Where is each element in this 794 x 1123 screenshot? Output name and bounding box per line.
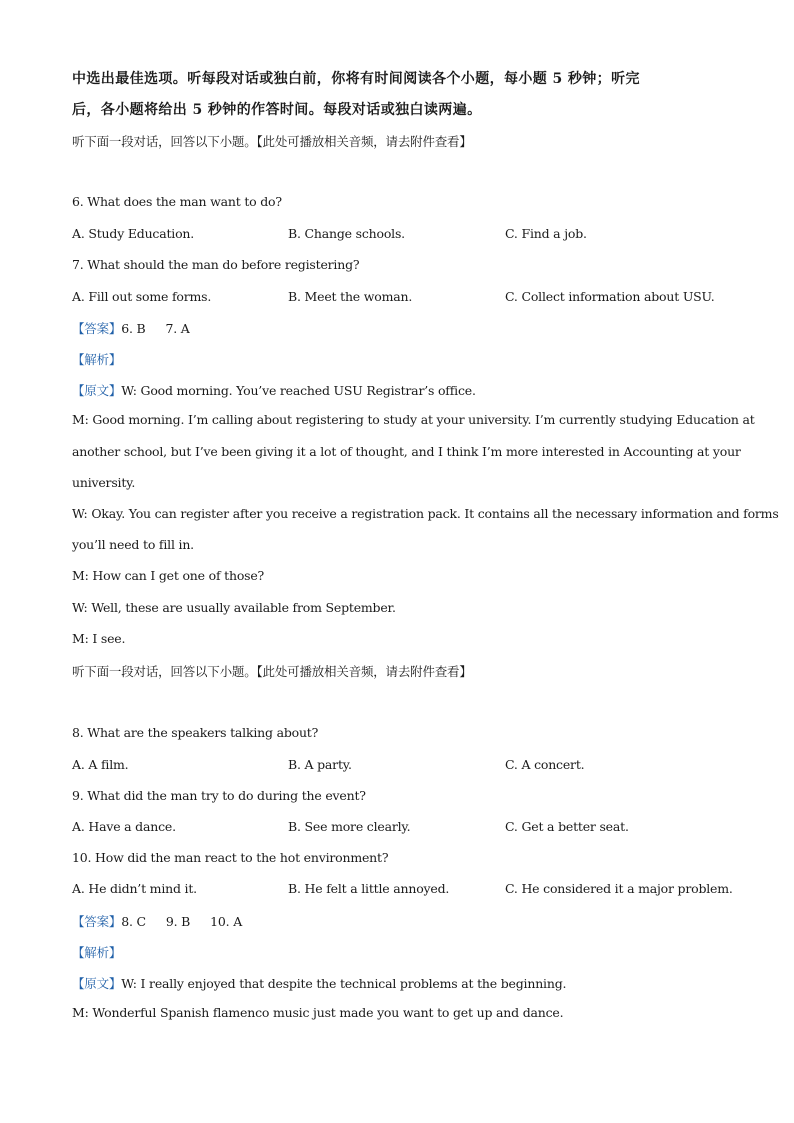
transcript-text: W: I really enjoyed that despite the technical problems at the beginning.	[121, 976, 567, 991]
q8-option-b: B. A party.	[288, 757, 352, 772]
section1-transcript-line-7: M: How can I get one of those?	[72, 568, 265, 583]
section2-instruction: 听下面一段对话，回答以下小题。【此处可播放相关音频，请去附件查看】	[72, 664, 472, 679]
q10-option-b: B. He felt a little annoyed.	[288, 881, 450, 896]
section2-answer-line	[72, 912, 262, 930]
section1-transcript-line-2: M: Good morning. I’m calling about registering to study at your university. I’m currently studying Education at	[72, 412, 755, 427]
q9-option-a: A. Have a dance.	[72, 819, 176, 834]
intro-line-2: 后，各小题将给出 5 秒钟的作答时间。每段对话或独白读两遍。	[72, 102, 482, 118]
q8-option-c: C. A concert.	[505, 757, 585, 772]
question-6: 6. What does the man want to do?	[72, 194, 282, 209]
q8-option-a: A. A film.	[72, 757, 129, 772]
q6-option-a: A. Study Education.	[72, 226, 195, 241]
answer-10: 10. A	[210, 914, 243, 929]
section1-transcript-line-6: you’ll need to fill in.	[72, 537, 194, 552]
q7-option-a: A. Fill out some forms.	[72, 289, 212, 304]
intro-line-1: 中选出最佳选项。听每段对话或独白前，你将有时间阅读各个小题，每小题 5 秒钟；听完	[72, 71, 640, 87]
q10-option-a: A. He didn’t mind it.	[72, 881, 197, 896]
section1-analysis-tag: 【解析】	[72, 352, 122, 367]
original-tag: 【原文】	[72, 383, 122, 398]
section1-transcript-line-1	[72, 381, 476, 399]
section1-transcript-line-8: W: Well, these are usually available from September.	[72, 600, 396, 615]
original-tag: 【原文】	[72, 976, 122, 991]
section1-transcript-line-9: M: I see.	[72, 631, 126, 646]
q6-option-c: C. Find a job.	[505, 226, 587, 241]
answer-tag: 【答案】	[72, 914, 122, 929]
answer-tag: 【答案】	[72, 321, 122, 336]
section2-transcript-line-1	[72, 974, 566, 992]
section1-transcript-line-4: university.	[72, 475, 136, 490]
answer-8: 8. C	[121, 914, 146, 929]
section1-transcript-line-3: another school, but I’ve been giving it a lot of thought, and I think I’m more interested in Accounting at your	[72, 444, 741, 459]
q6-option-b: B. Change schools.	[288, 226, 405, 241]
answer-9: 9. B	[165, 914, 191, 929]
q9-option-c: C. Get a better seat.	[505, 819, 629, 834]
transcript-text: W: Good morning. You’ve reached USU Registrar’s office.	[121, 383, 476, 398]
q9-option-b: B. See more clearly.	[288, 819, 411, 834]
answer-6: 6. B	[121, 321, 146, 336]
q7-option-b: B. Meet the woman.	[288, 289, 413, 304]
section2-analysis-tag: 【解析】	[72, 945, 122, 960]
q10-option-c: C. He considered it a major problem.	[505, 881, 733, 896]
answer-7: 7. A	[165, 321, 190, 336]
section1-transcript-line-5: W: Okay. You can register after you receive a registration pack. It contains all the necessary information and forms	[72, 506, 779, 521]
section1-answer-line	[72, 319, 210, 337]
question-7: 7. What should the man do before registering?	[72, 257, 360, 272]
question-8: 8. What are the speakers talking about?	[72, 725, 319, 740]
section2-transcript-line-2: M: Wonderful Spanish flamenco music just made you want to get up and dance.	[72, 1005, 564, 1020]
q7-option-c: C. Collect information about USU.	[505, 289, 715, 304]
section1-instruction: 听下面一段对话，回答以下小题。【此处可播放相关音频，请去附件查看】	[72, 134, 472, 149]
question-9: 9. What did the man try to do during the event?	[72, 788, 366, 803]
question-10: 10. How did the man react to the hot environment?	[72, 850, 389, 865]
